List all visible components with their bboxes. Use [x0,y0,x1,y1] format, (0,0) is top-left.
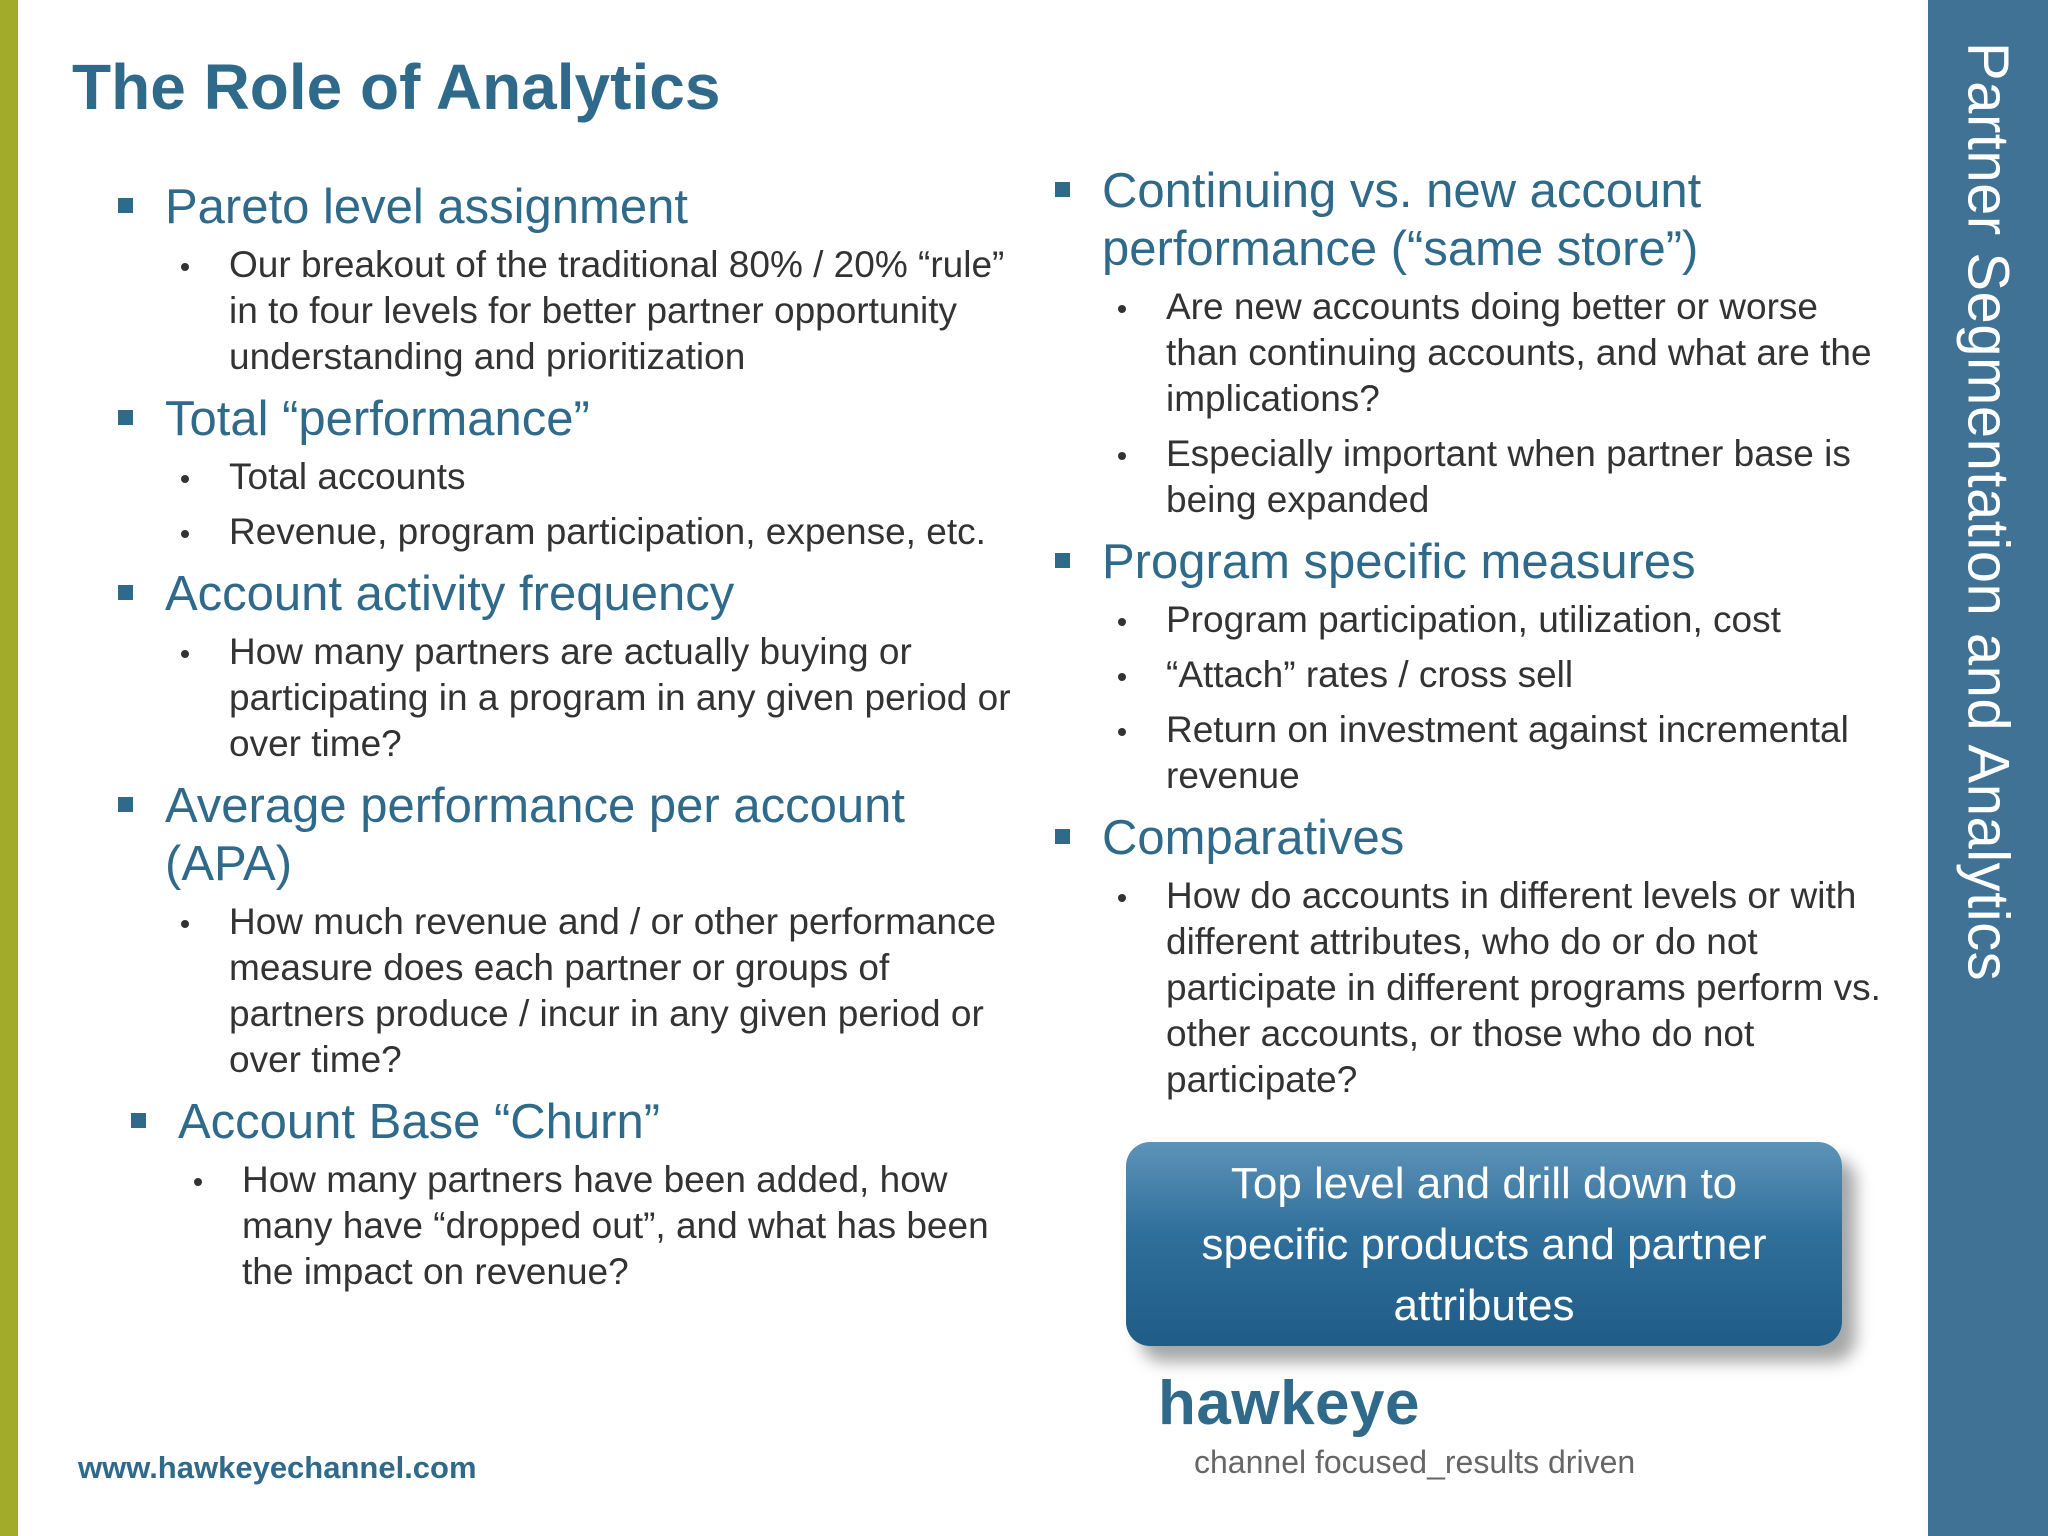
sub-list [1102,873,1892,1103]
sub-bullet-text: Total accounts [229,456,466,497]
sub-bullet-text: Are new accounts doing better or worse than continuing accounts, and what are the implications? [1166,286,1872,419]
dot-bullet-icon [194,1178,202,1186]
dot-bullet-icon [1118,894,1126,902]
sub-bullet [165,509,1015,555]
dot-bullet-icon [1118,673,1126,681]
sub-bullet-text: How many partners have been added, how many have “dropped out”, and what has been the impact on revenue? [242,1159,989,1292]
square-bullet-icon [118,585,133,600]
sub-bullet [1102,707,1892,799]
sub-bullet [165,899,1015,1083]
sub-list [1102,597,1892,799]
slide-title: The Role of Analytics [72,51,721,123]
bullet-total-performance [115,390,1015,555]
callout-text: Top level and drill down to specific products and partner attributes [1201,1158,1767,1330]
dot-bullet-icon [1118,728,1126,736]
square-bullet-icon [1055,553,1070,568]
bullet-pareto [115,178,1015,380]
bullet-heading: Comparatives [1102,811,1405,865]
brand-tagline: channel focused_results driven [1194,1444,1636,1480]
bullet-heading: Program specific measures [1102,535,1696,589]
bullet-heading: Continuing vs. new account performance (“same store”) [1102,164,1702,276]
sub-bullet [1102,431,1892,523]
right-column [1052,162,1892,1113]
bullet-activity-frequency [115,565,1015,767]
square-bullet-icon [118,198,133,213]
sub-bullet [165,242,1015,380]
bullet-heading: Account Base “Churn” [178,1095,661,1149]
bullet-program-measures [1052,533,1892,799]
sub-bullet [1102,873,1892,1103]
bullet-apa [115,777,1015,1083]
dot-bullet-icon [181,475,189,483]
square-bullet-icon [1055,182,1070,197]
dot-bullet-icon [181,530,189,538]
sub-list [165,629,1015,767]
sub-bullet [1102,284,1892,422]
sub-bullet-text: Especially important when partner base is being expanded [1166,433,1851,520]
side-title: Partner Segmentation and Analytics [1955,42,2021,982]
left-column [115,178,1015,1305]
sub-bullet-text: Return on investment against incremental revenue [1166,709,1849,796]
sub-list [165,454,1015,555]
brand-logo: hawkeye [1158,1369,1421,1438]
square-bullet-icon [131,1113,146,1128]
dot-bullet-icon [1118,618,1126,626]
sub-list [1102,284,1892,523]
dot-bullet-icon [181,650,189,658]
sub-bullet-text: Program participation, utilization, cost [1166,599,1781,640]
sub-list [165,242,1015,380]
sub-bullet [178,1157,1015,1295]
bullet-churn [128,1093,1015,1295]
sub-bullet-text: “Attach” rates / cross sell [1166,654,1574,695]
left-accent-bar [0,0,18,1536]
callout-box [1126,1142,1842,1346]
sub-bullet-text: How much revenue and / or other performance measure does each partner or groups of partners produce / incur in any given period or over time? [229,901,997,1080]
sub-bullet-text: How do accounts in different levels or with different attributes, who do or do not participate in different programs perform vs. other accounts, or those who do not participate? [1166,875,1881,1100]
sub-bullet [165,454,1015,500]
dot-bullet-icon [181,263,189,271]
square-bullet-icon [118,410,133,425]
sub-bullet-text: How many partners are actually buying or participating in a program in any given period or over time? [229,631,1011,764]
bullet-heading: Total “performance” [165,392,590,446]
bullet-heading: Average performance per account (APA) [165,779,905,891]
sub-bullet-text: Revenue, program participation, expense, etc. [229,511,986,552]
sub-bullet-text: Our breakout of the traditional 80% / 20% “rule” in to four levels for better partner opportunity understanding and prioritization [229,244,1005,377]
dot-bullet-icon [1118,305,1126,313]
sub-list [178,1157,1015,1295]
bullet-continuing-vs-new [1052,162,1892,523]
sub-bullet [1102,652,1892,698]
bullet-heading: Account activity frequency [165,567,735,621]
square-bullet-icon [118,797,133,812]
dot-bullet-icon [181,920,189,928]
website-link[interactable]: www.hawkeyechannel.com [78,1450,477,1485]
square-bullet-icon [1055,829,1070,844]
sub-bullet [165,629,1015,767]
dot-bullet-icon [1118,452,1126,460]
bullet-heading: Pareto level assignment [165,180,688,234]
sub-list [165,899,1015,1083]
sub-bullet [1102,597,1892,643]
bullet-comparatives [1052,809,1892,1103]
